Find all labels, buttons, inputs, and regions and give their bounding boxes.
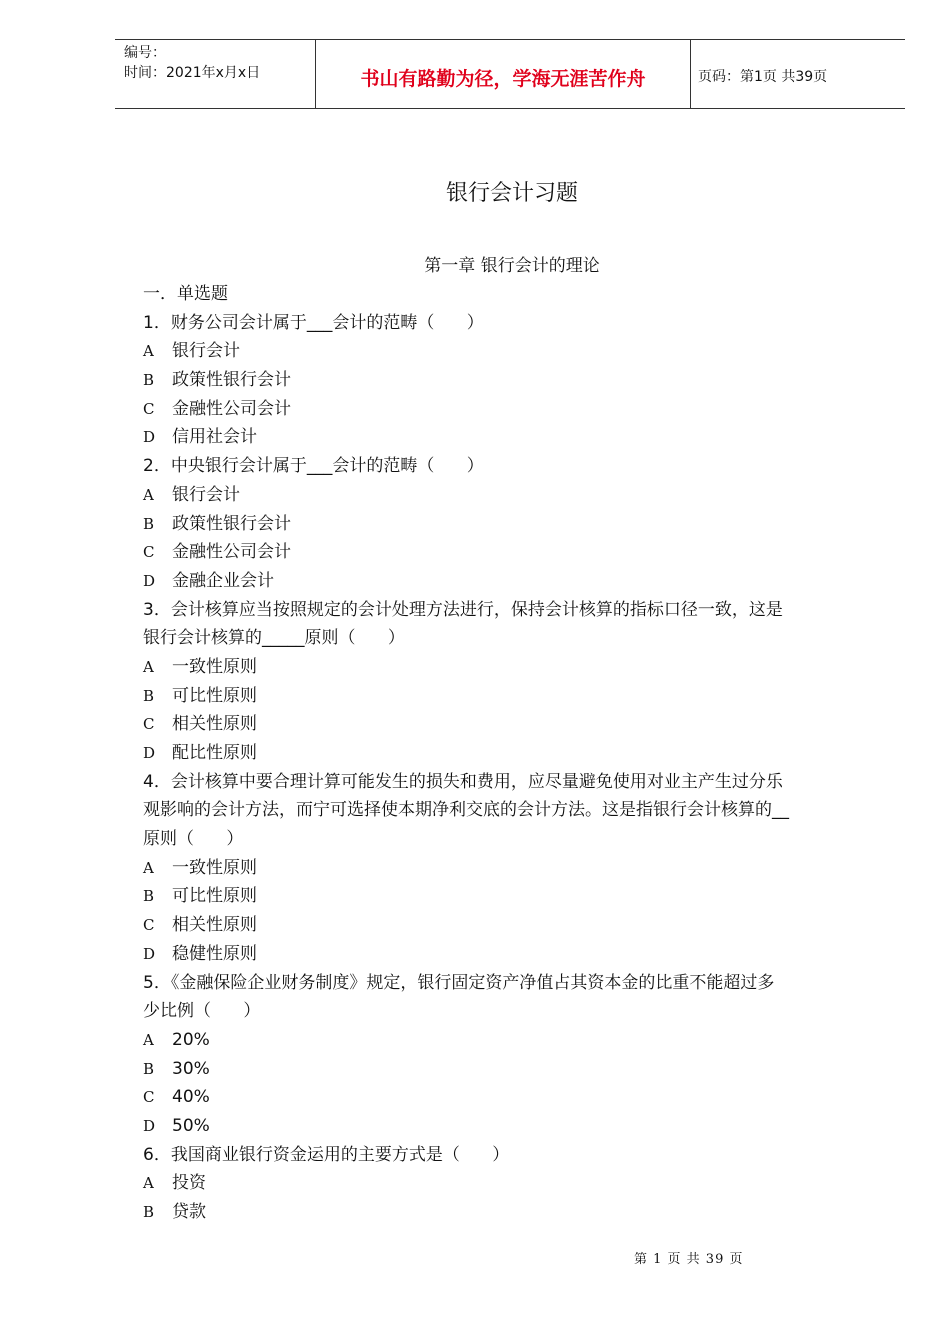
option-letter: B bbox=[143, 887, 155, 906]
option-text: 20% bbox=[172, 1029, 210, 1050]
answer-option bbox=[143, 337, 878, 366]
answer-option bbox=[143, 739, 878, 768]
page-header bbox=[115, 39, 905, 109]
option-letter: D bbox=[143, 428, 156, 447]
option-text: 一致性原则 bbox=[172, 857, 257, 878]
option-text: 相关性原则 bbox=[172, 714, 257, 735]
option-text: 投资 bbox=[172, 1173, 206, 1194]
answer-option bbox=[143, 682, 878, 711]
answer-option bbox=[143, 911, 878, 940]
answer-option bbox=[143, 1198, 878, 1227]
option-text: 可比性原则 bbox=[172, 886, 257, 907]
option-letter: A bbox=[143, 342, 154, 361]
option-text: 信用社会计 bbox=[172, 427, 257, 448]
option-letter: B bbox=[143, 1059, 155, 1078]
option-text: 银行会计 bbox=[172, 484, 240, 505]
answer-option bbox=[143, 1112, 878, 1141]
answer-option bbox=[143, 567, 878, 596]
answer-option bbox=[143, 940, 878, 969]
option-letter: A bbox=[143, 858, 154, 877]
question-text: 原则（ ） bbox=[143, 829, 244, 850]
page-footer: 第 1 页 共 39 页 bbox=[634, 1252, 744, 1267]
question-text: 观影响的会计方法，而宁可选择使本期净利交底的会计方法。这是指银行会计核算的__ bbox=[143, 800, 789, 821]
question-text: 3．会计核算应当按照规定的会计处理方法进行，保持会计核算的指标口径一致，这是 bbox=[143, 599, 783, 620]
option-text: 金融性公司会计 bbox=[172, 542, 291, 563]
option-text: 可比性原则 bbox=[172, 685, 257, 706]
section-heading: 一．单选题 bbox=[143, 284, 228, 304]
option-text: 金融企业会计 bbox=[172, 570, 274, 591]
option-letter: A bbox=[143, 1174, 154, 1193]
option-letter: B bbox=[143, 514, 155, 533]
answer-option bbox=[143, 1055, 878, 1084]
document-title: 银行会计习题 bbox=[445, 181, 578, 206]
answer-option bbox=[143, 1026, 878, 1055]
answer-option bbox=[143, 710, 878, 739]
option-letter: D bbox=[143, 744, 156, 762]
option-text: 相关性原则 bbox=[172, 915, 257, 936]
option-letter: C bbox=[143, 916, 155, 935]
option-letter: B bbox=[143, 686, 155, 705]
answer-option bbox=[143, 481, 878, 510]
option-text: 银行会计 bbox=[172, 341, 240, 362]
answer-option bbox=[143, 395, 878, 424]
answer-option bbox=[143, 653, 878, 682]
answer-option bbox=[143, 854, 878, 883]
header-page-cell bbox=[690, 40, 905, 108]
exercise-content bbox=[143, 280, 878, 1227]
question-list bbox=[143, 309, 878, 1227]
header-motto-cell bbox=[315, 40, 691, 108]
answer-option bbox=[143, 366, 878, 395]
option-text: 贷款 bbox=[172, 1202, 206, 1222]
option-letter: C bbox=[143, 399, 155, 418]
question-text: 4．会计核算中要合理计算可能发生的损失和费用，应尽量避免使用对业主产生过分乐 bbox=[143, 771, 783, 792]
option-letter: B bbox=[143, 1203, 155, 1221]
header-motto: 书山有路勤为径，学海无涯苦作舟 bbox=[360, 68, 646, 90]
answer-option bbox=[143, 423, 878, 452]
option-text: 一致性原则 bbox=[172, 656, 257, 677]
answer-option bbox=[143, 882, 878, 911]
header-page-info: 页码：第1页 共39页 bbox=[698, 69, 828, 85]
question-text: 银行会计核算的_____原则（ ） bbox=[143, 628, 405, 649]
option-text: 30% bbox=[172, 1058, 210, 1079]
question-text: 5．《金融保险企业财务制度》规定，银行固定资产净值占其资本金的比重不能超过多 bbox=[143, 972, 775, 993]
option-text: 配比性原则 bbox=[172, 743, 257, 763]
option-letter: D bbox=[143, 944, 156, 963]
option-letter: D bbox=[143, 571, 156, 590]
option-letter: D bbox=[143, 1116, 156, 1135]
chapter-heading: 第一章 银行会计的理论 bbox=[424, 256, 600, 276]
option-letter: A bbox=[143, 657, 154, 676]
question-text: 6．我国商业银行资金运用的主要方式是（ ） bbox=[143, 1144, 510, 1165]
answer-option bbox=[143, 510, 878, 539]
document-number-label: 编号： bbox=[124, 45, 166, 61]
answer-option bbox=[143, 1169, 878, 1198]
option-text: 40% bbox=[172, 1087, 210, 1108]
option-letter: C bbox=[143, 715, 155, 734]
option-text: 金融性公司会计 bbox=[172, 398, 291, 419]
question-text: 少比例（ ） bbox=[143, 1001, 261, 1022]
option-text: 稳健性原则 bbox=[172, 943, 257, 964]
document-time-label: 时间：2021年x月x日 bbox=[124, 65, 261, 81]
option-text: 50% bbox=[172, 1115, 210, 1136]
answer-option bbox=[143, 538, 878, 567]
header-meta-cell bbox=[115, 40, 315, 108]
option-letter: C bbox=[143, 543, 155, 562]
option-letter: A bbox=[143, 485, 154, 504]
question-text: 2．中央银行会计属于___会计的范畴（ ） bbox=[143, 456, 484, 477]
question-text: 1．财务公司会计属于___会计的范畴（ ） bbox=[143, 312, 484, 333]
option-text: 政策性银行会计 bbox=[172, 513, 291, 534]
option-text: 政策性银行会计 bbox=[172, 370, 291, 391]
option-letter: C bbox=[143, 1088, 155, 1107]
option-letter: A bbox=[143, 1030, 154, 1049]
answer-option bbox=[143, 1083, 878, 1112]
option-letter: B bbox=[143, 371, 155, 390]
